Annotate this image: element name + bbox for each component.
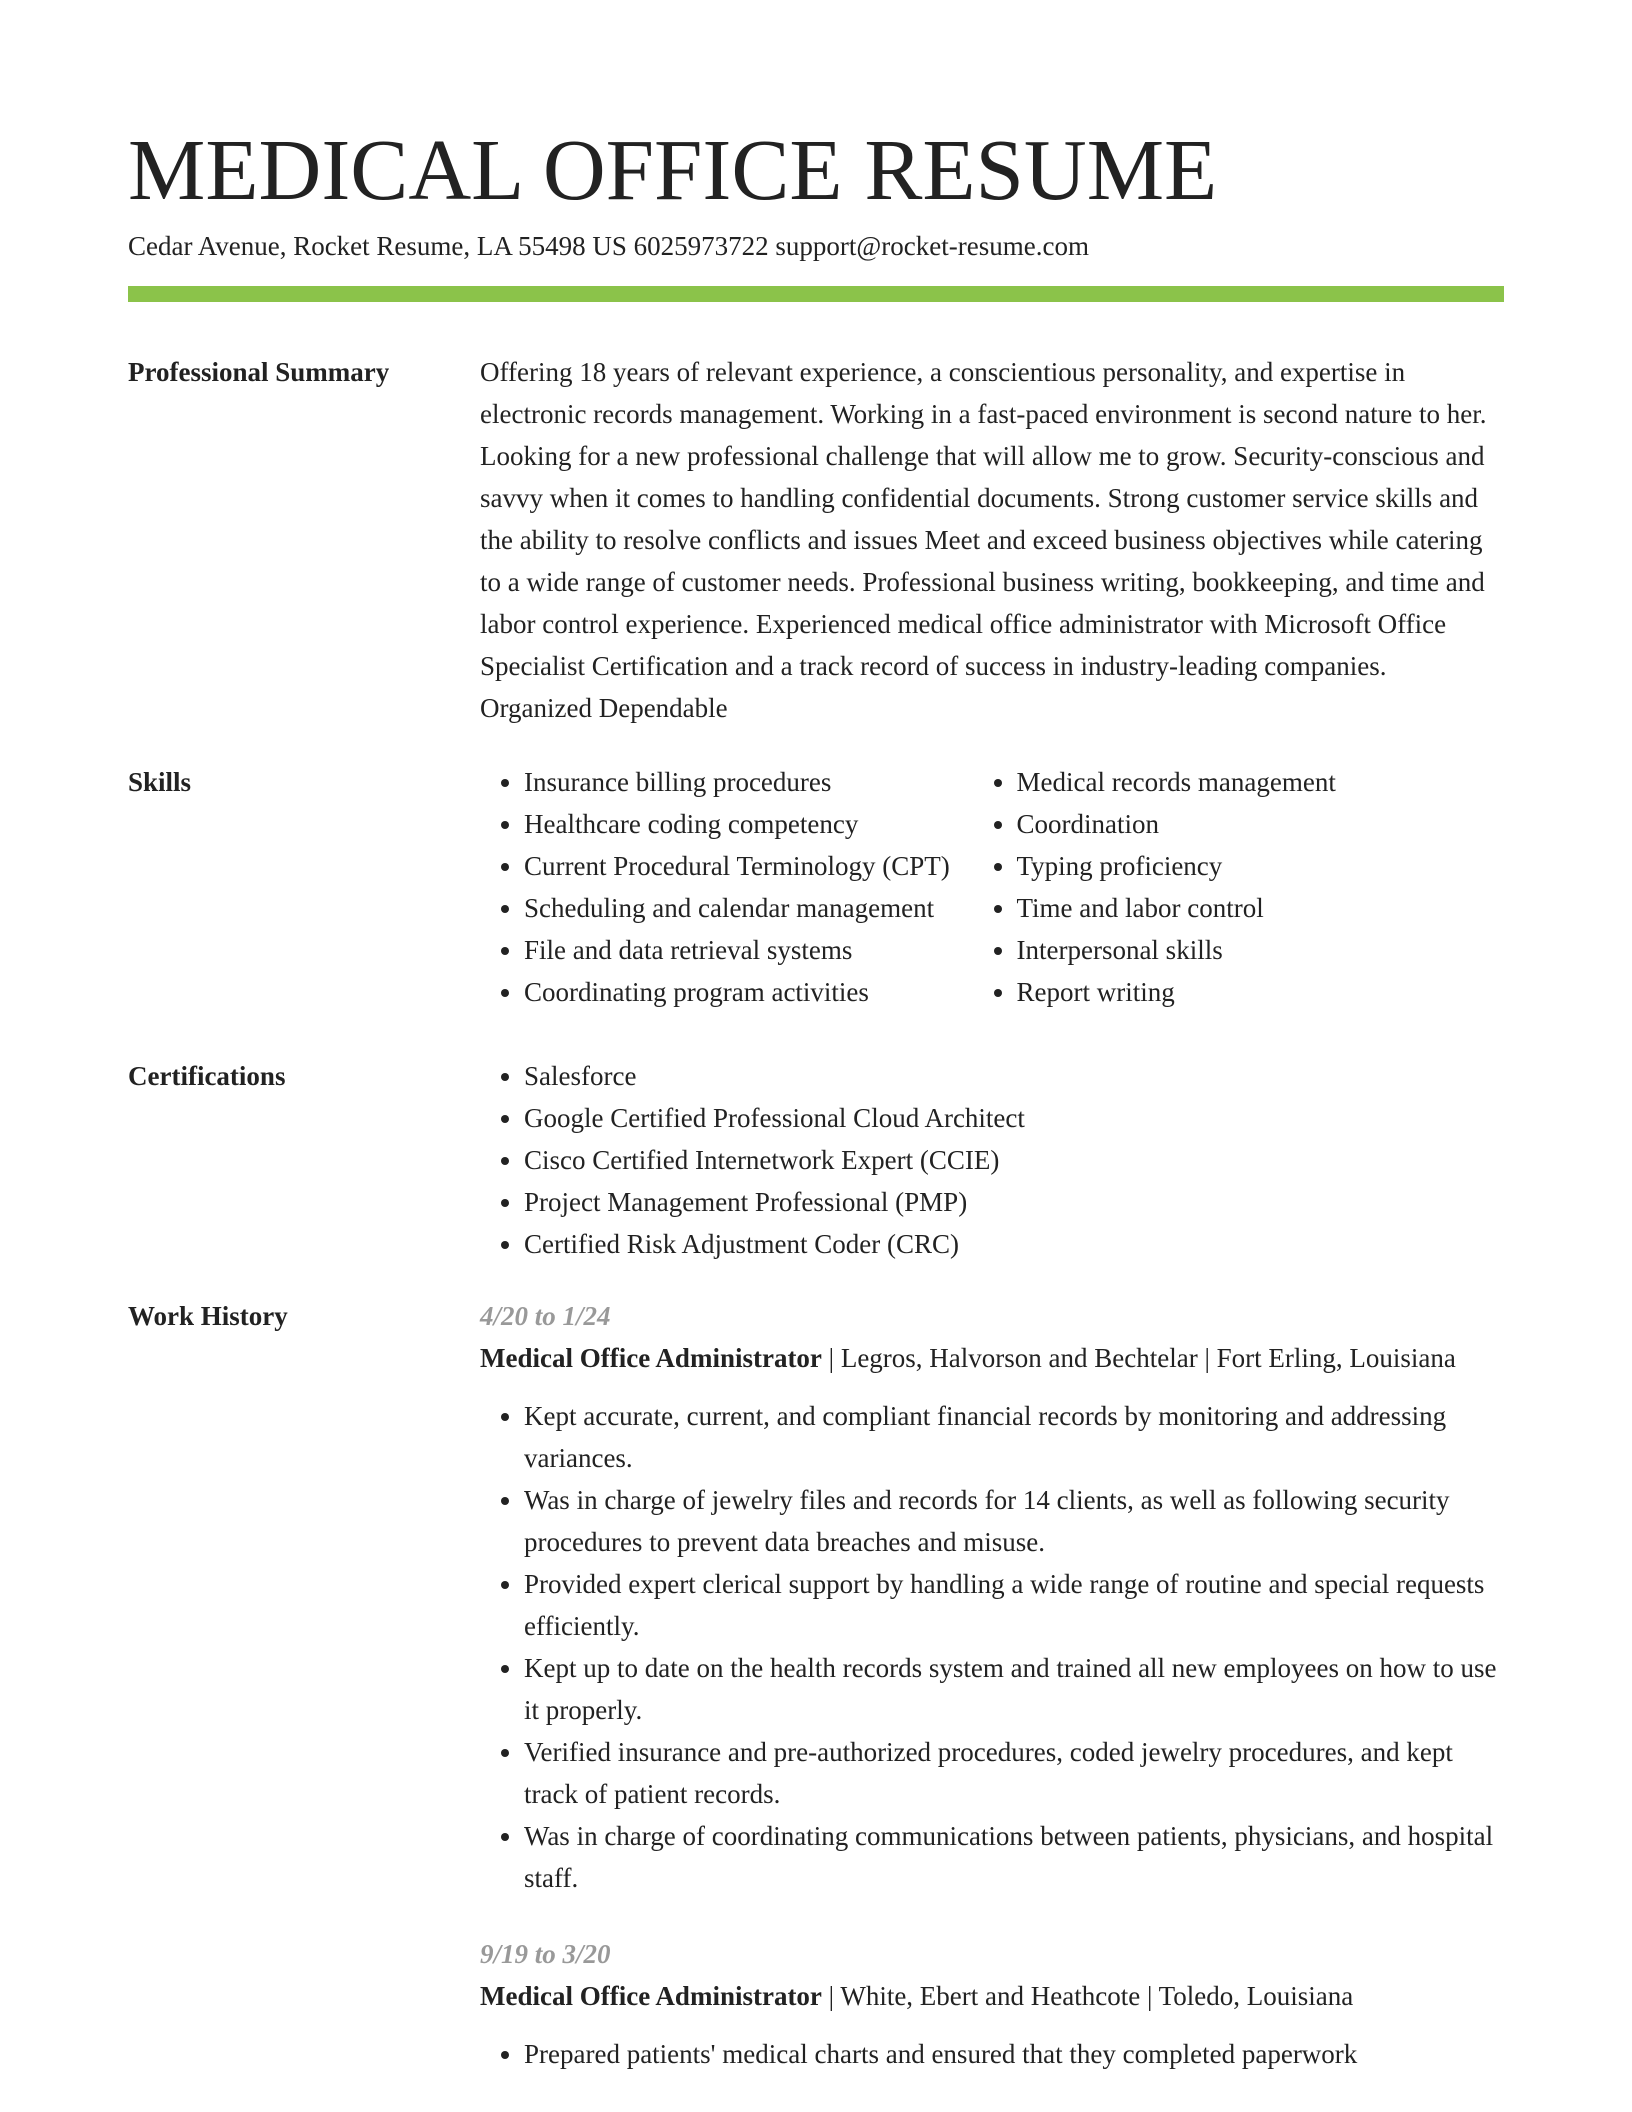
certification-item: • Project Management Professional (PMP) <box>524 1181 1504 1223</box>
skill-item: • Interpersonal skills <box>1017 929 1505 971</box>
skill-item: • Insurance billing procedures <box>524 761 973 803</box>
job-employer-location: | White, Ebert and Heathcote | Toledo, Louisiana <box>821 1981 1354 2011</box>
resume-title: MEDICAL OFFICE RESUME <box>128 121 1218 218</box>
job-bullet: • Kept accurate, current, and compliant financial records by monitoring and addressing variances. <box>524 1395 1504 1479</box>
skill-item: • Time and labor control <box>1017 887 1505 929</box>
header-divider <box>128 286 1504 302</box>
certifications-section <box>128 1055 1504 1265</box>
skills-column-2 <box>973 761 1505 1013</box>
summary-text: Offering 18 years of relevant experience, a conscientious personality, and expertise in electronic records management. Working in a fast-paced environment is second nature to her. Looking for a new professional challenge that will allow me to grow. Security-conscious and savvy when it comes to handling confidential documents. Strong customer service skills and the ability to resolve conflicts and issues Meet and exceed business objectives while catering to a wide range of customer needs. Professional business writing, bookkeeping, and time and labor control experience. Experienced medical office administrator with Microsoft Office Specialist Certification and a track record of success in industry-leading companies. Organized Dependable <box>480 357 1487 723</box>
certification-item: • Certified Risk Adjustment Coder (CRC) <box>524 1223 1504 1265</box>
summary-label: Professional Summary <box>128 357 390 387</box>
job-entry <box>480 1295 1504 1899</box>
job-title: Medical Office Administrator <box>480 1343 822 1373</box>
skill-item: • File and data retrieval systems <box>524 929 973 971</box>
skills-column-1 <box>480 761 973 1013</box>
job-bullet: • Was in charge of coordinating communications between patients, physicians, and hospital staff. <box>524 1815 1504 1899</box>
job-bullets <box>480 2033 1504 2075</box>
skill-item: • Typing proficiency <box>1017 845 1505 887</box>
certifications-items <box>480 1055 1504 1265</box>
skill-item: • Medical records management <box>1017 761 1505 803</box>
job-bullets <box>480 1395 1504 1899</box>
skills-section <box>128 761 1504 1013</box>
contact-line: Cedar Avenue, Rocket Resume, LA 55498 US 6025973722 support@rocket-resume.com <box>128 231 1089 261</box>
skills-label: Skills <box>128 767 192 797</box>
job-employer-location: | Legros, Halvorson and Bechtelar | Fort Erling, Louisiana <box>821 1343 1456 1373</box>
job-bullet: • Was in charge of jewelry files and records for 14 clients, as well as following security procedures to prevent data breaches and misuse. <box>524 1479 1504 1563</box>
skill-item: • Scheduling and calendar management <box>524 887 973 929</box>
skills-list <box>480 761 1504 1013</box>
work-history-section <box>128 1295 1504 2075</box>
job-heading <box>480 1337 1504 1379</box>
certification-item: • Google Certified Professional Cloud Architect <box>524 1097 1504 1139</box>
job-bullet: • Provided expert clerical support by handling a wide range of routine and special requests efficiently. <box>524 1563 1504 1647</box>
skill-item: • Healthcare coding competency <box>524 803 973 845</box>
job-bullet: • Verified insurance and pre-authorized procedures, coded jewelry procedures, and kept track of patient records. <box>524 1731 1504 1815</box>
job-bullet: • Kept up to date on the health records system and trained all new employees on how to use it properly. <box>524 1647 1504 1731</box>
job-dates: 9/19 to 3/20 <box>480 1939 611 1969</box>
job-bullet: • Prepared patients' medical charts and ensured that they completed paperwork <box>524 2033 1504 2075</box>
work-history-label: Work History <box>128 1301 288 1331</box>
certifications-list <box>480 1055 1504 1265</box>
summary-section <box>128 351 1504 729</box>
job-title: Medical Office Administrator <box>480 1981 822 2011</box>
job-entry <box>480 1933 1504 2075</box>
work-history-list <box>480 1295 1504 2075</box>
skill-item: • Coordinating program activities <box>524 971 973 1013</box>
certifications-label: Certifications <box>128 1061 286 1091</box>
skill-item: • Coordination <box>1017 803 1505 845</box>
job-heading <box>480 1975 1504 2017</box>
job-dates: 4/20 to 1/24 <box>480 1301 611 1331</box>
skill-item: • Report writing <box>1017 971 1505 1013</box>
skill-item: • Current Procedural Terminology (CPT) <box>524 845 973 887</box>
certification-item: • Cisco Certified Internetwork Expert (CCIE) <box>524 1139 1504 1181</box>
certification-item: • Salesforce <box>524 1055 1504 1097</box>
resume-page <box>128 122 1504 2075</box>
